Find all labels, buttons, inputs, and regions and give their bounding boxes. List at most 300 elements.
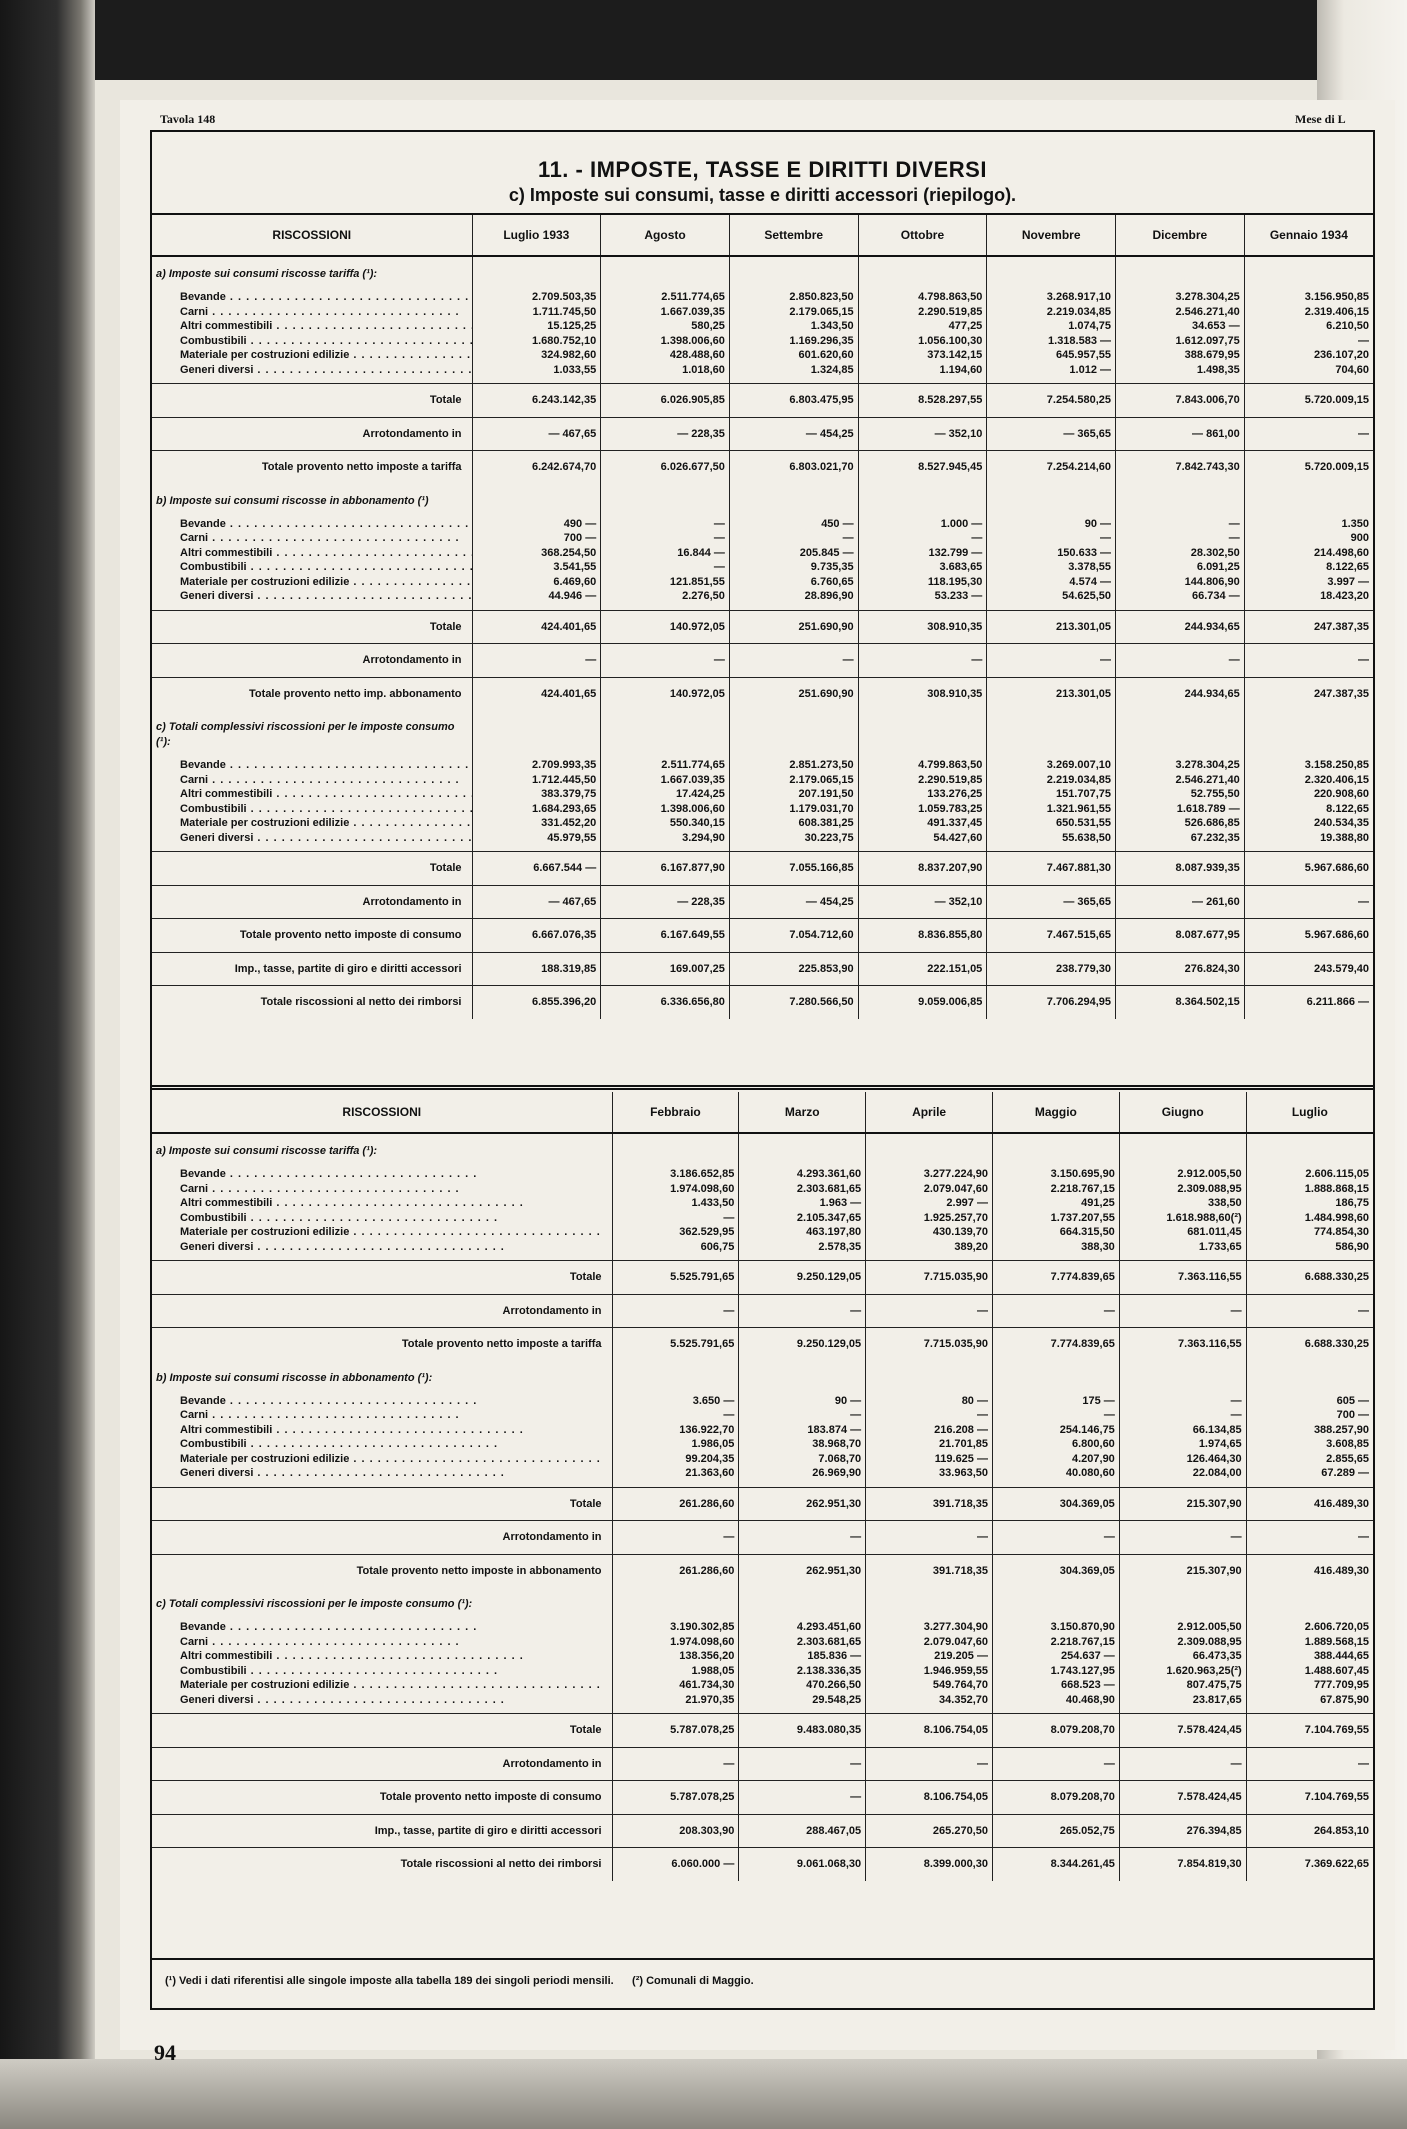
summary-cell: 261.286,60 xyxy=(612,1554,739,1587)
summary-cell: 7.467.515,65 xyxy=(987,919,1116,953)
summary-cell: 6.688.330,25 xyxy=(1246,1328,1373,1361)
row-label: Generi diversi . . . xyxy=(152,1240,612,1261)
table-cell: 2.912.005,50 xyxy=(1119,1163,1246,1182)
table-cell: 1.986,05 xyxy=(612,1437,739,1452)
summary-label: Imp., tasse, partite di giro e diritti accessori xyxy=(152,1814,612,1848)
table-cell: 17.424,25 xyxy=(601,787,730,802)
summary-cell: — xyxy=(739,1521,866,1555)
summary-cell: 169.007,25 xyxy=(601,952,730,986)
page-title: 11. - IMPOSTE, TASSE E DIRITTI DIVERSI xyxy=(538,157,987,182)
table-cell: 1.433,50 xyxy=(612,1196,739,1211)
table-cell: 3.683,65 xyxy=(858,560,987,575)
summary-cell: 7.054.712,60 xyxy=(729,919,858,953)
summary-cell: 6.803.021,70 xyxy=(729,451,858,484)
table-cell: 549.764,70 xyxy=(866,1678,993,1693)
column-header: Ottobre xyxy=(858,215,987,256)
table-cell: 1.743.127,95 xyxy=(992,1664,1119,1679)
table-cell: 1.712.445,50 xyxy=(472,773,601,788)
table-row xyxy=(152,531,1373,546)
row-label: Carni . . . xyxy=(152,1635,612,1650)
table-cell: 338,50 xyxy=(1119,1196,1246,1211)
summary-cell: 7.254.214,60 xyxy=(987,451,1116,484)
row-label: Altri commestibili . . . xyxy=(152,1423,612,1438)
summary-cell: — xyxy=(1244,644,1373,678)
empty-cell xyxy=(612,1587,739,1616)
table-cell: 580,25 xyxy=(601,319,730,334)
table-cell: 3.158.250,85 xyxy=(1244,754,1373,773)
table-cell: 236.107,20 xyxy=(1244,348,1373,363)
table-cell: 40.080,60 xyxy=(992,1466,1119,1487)
table-row xyxy=(152,787,1373,802)
table-cell: 3.608,85 xyxy=(1246,1437,1373,1452)
table-cell: 586,90 xyxy=(1246,1240,1373,1261)
table-cell: 3.278.304,25 xyxy=(1116,754,1245,773)
table-cell: 207.191,50 xyxy=(729,787,858,802)
summary-cell: — 261,60 xyxy=(1116,885,1245,919)
summary-cell: 6.243.142,35 xyxy=(472,384,601,418)
summary-cell: — 228,35 xyxy=(601,417,730,451)
table-cell: 1.711.745,50 xyxy=(472,305,601,320)
empty-cell xyxy=(1116,256,1245,286)
table-cell: 3.150.870,90 xyxy=(992,1616,1119,1635)
summary-cell: 5.720.009,15 xyxy=(1244,384,1373,418)
summary-cell: 6.167.649,55 xyxy=(601,919,730,953)
table-cell: 4.293.361,60 xyxy=(739,1163,866,1182)
table-cell: — xyxy=(858,531,987,546)
row-label: Bevande . . . xyxy=(152,1616,612,1635)
table-cell: 44.946 — xyxy=(472,589,601,610)
table-cell: 2.709.503,35 xyxy=(472,286,601,305)
table-row xyxy=(152,1678,1373,1693)
row-label: Combustibili . . . xyxy=(152,560,472,575)
table-cell: 1.888.868,15 xyxy=(1246,1182,1373,1197)
summary-cell: 244.934,65 xyxy=(1116,610,1245,644)
table-cell: 777.709,95 xyxy=(1246,1678,1373,1693)
table-cell: 491.337,45 xyxy=(858,816,987,831)
summary-label: Arrotondamento in xyxy=(152,1521,612,1555)
table-cell: 774.854,30 xyxy=(1246,1225,1373,1240)
table-cell: 2.309.088,95 xyxy=(1119,1635,1246,1650)
table-cell: 2.606.115,05 xyxy=(1246,1163,1373,1182)
summary-cell: 308.910,35 xyxy=(858,610,987,644)
table-cell: 1.033,55 xyxy=(472,363,601,384)
summary-cell: 6.667.544 — xyxy=(472,852,601,886)
table-cell: 2.912.005,50 xyxy=(1119,1616,1246,1635)
empty-cell xyxy=(472,710,601,754)
summary-cell: 9.250.129,05 xyxy=(739,1261,866,1295)
summary-row xyxy=(152,1714,1373,1748)
summary-cell: — 352,10 xyxy=(858,417,987,451)
table-cell: 55.638,50 xyxy=(987,831,1116,852)
table-cell: 3.997 — xyxy=(1244,575,1373,590)
column-header: Maggio xyxy=(992,1092,1119,1133)
group-heading-row xyxy=(152,710,1373,754)
table-cell: 1.343,50 xyxy=(729,319,858,334)
summary-cell: 8.079.208,70 xyxy=(992,1781,1119,1815)
table-cell: 2.290.519,85 xyxy=(858,773,987,788)
table-cell: 3.277.224,90 xyxy=(866,1163,993,1182)
group-heading-row xyxy=(152,1587,1373,1616)
table-cell: 428.488,60 xyxy=(601,348,730,363)
table-cell: 1.012 — xyxy=(987,363,1116,384)
group-heading-row xyxy=(152,1361,1373,1390)
summary-label: Totale xyxy=(152,384,472,418)
table-row xyxy=(152,1163,1373,1182)
summary-cell: 6.026.905,85 xyxy=(601,384,730,418)
column-header: Luglio 1933 xyxy=(472,215,601,256)
table-cell: 205.845 — xyxy=(729,546,858,561)
summary-cell: 5.720.009,15 xyxy=(1244,451,1373,484)
row-label: Generi diversi . . . xyxy=(152,363,472,384)
summary-row xyxy=(152,1487,1373,1521)
summary-cell: 262.951,30 xyxy=(739,1554,866,1587)
summary-cell: — xyxy=(601,644,730,678)
summary-row xyxy=(152,644,1373,678)
table-row xyxy=(152,1225,1373,1240)
summary-cell: — xyxy=(858,644,987,678)
table-cell: 463.197,80 xyxy=(739,1225,866,1240)
table-row xyxy=(152,1423,1373,1438)
row-label: Generi diversi . . . xyxy=(152,1466,612,1487)
table-cell: — xyxy=(601,560,730,575)
table-cell: 67.232,35 xyxy=(1116,831,1245,852)
empty-cell xyxy=(601,256,730,286)
table-cell: 151.707,75 xyxy=(987,787,1116,802)
table-cell: 2.079.047,60 xyxy=(866,1182,993,1197)
summary-cell: 7.774.839,65 xyxy=(992,1261,1119,1295)
column-header: Febbraio xyxy=(612,1092,739,1133)
section-divider xyxy=(152,1085,1373,1090)
table-row xyxy=(152,1240,1373,1261)
summary-label: Totale provento netto imposte a tariffa xyxy=(152,1328,612,1361)
summary-cell: — 352,10 xyxy=(858,885,987,919)
table-cell: 1.963 — xyxy=(739,1196,866,1211)
table-cell: 45.979,55 xyxy=(472,831,601,852)
group-heading: b) Imposte sui consumi riscosse in abbonamento (¹) xyxy=(156,494,429,507)
summary-row xyxy=(152,919,1373,953)
column-header: Agosto xyxy=(601,215,730,256)
table-cell: 1.667.039,35 xyxy=(601,305,730,320)
summary-row xyxy=(152,952,1373,986)
table-cell: 23.817,65 xyxy=(1119,1693,1246,1714)
table-cell: 2.606.720,05 xyxy=(1246,1616,1373,1635)
table-row xyxy=(152,773,1373,788)
summary-cell: 261.286,60 xyxy=(612,1487,739,1521)
table-cell: 1.737.207,55 xyxy=(992,1211,1119,1226)
empty-cell xyxy=(858,256,987,286)
table-cell: 54.625,50 xyxy=(987,589,1116,610)
summary-cell: 276.824,30 xyxy=(1116,952,1245,986)
table-cell: 704,60 xyxy=(1244,363,1373,384)
table-cell: 383.379,75 xyxy=(472,787,601,802)
summary-label: Totale xyxy=(152,1714,612,1748)
summary-label: Arrotondamento in xyxy=(152,1294,612,1328)
summary-row xyxy=(152,1554,1373,1587)
table-cell: 54.427,60 xyxy=(858,831,987,852)
table-cell: 2.105.347,65 xyxy=(739,1211,866,1226)
summary-cell: 6.688.330,25 xyxy=(1246,1261,1373,1295)
summary-cell: — xyxy=(1244,885,1373,919)
summary-cell: 208.303,90 xyxy=(612,1814,739,1848)
table-cell: 2.303.681,65 xyxy=(739,1182,866,1197)
summary-label: Totale provento netto imposte di consumo xyxy=(152,919,472,953)
summary-cell: 8.364.502,15 xyxy=(1116,986,1245,1019)
empty-cell xyxy=(1246,1587,1373,1616)
table-cell: 8.122,65 xyxy=(1244,560,1373,575)
summary-cell: 225.853,90 xyxy=(729,952,858,986)
summary-cell: 7.363.116,55 xyxy=(1119,1328,1246,1361)
running-head-right: Mese di L xyxy=(1295,112,1346,126)
summary-cell: — 454,25 xyxy=(729,885,858,919)
table-cell: 52.755,50 xyxy=(1116,787,1245,802)
summary-cell: 5.525.791,65 xyxy=(612,1261,739,1295)
summary-cell: 8.344.261,45 xyxy=(992,1848,1119,1881)
table-cell: 1.488.607,45 xyxy=(1246,1664,1373,1679)
table-cell: 138.356,20 xyxy=(612,1649,739,1664)
table-cell: 6.210,50 xyxy=(1244,319,1373,334)
row-label: Materiale per costruzioni edilizie . . . xyxy=(152,1678,612,1693)
empty-cell xyxy=(1246,1361,1373,1390)
row-label: Altri commestibili . . . xyxy=(152,319,472,334)
scan-border-bottom xyxy=(0,2059,1407,2129)
summary-cell: 5.787.078,25 xyxy=(612,1781,739,1815)
table-cell: — xyxy=(1119,1390,1246,1409)
summary-row xyxy=(152,1521,1373,1555)
table-cell: — xyxy=(612,1408,739,1423)
table-row xyxy=(152,1664,1373,1679)
column-header: Dicembre xyxy=(1116,215,1245,256)
group-heading-row xyxy=(152,256,1373,286)
page-number: 94 xyxy=(154,2040,176,2065)
empty-cell xyxy=(601,710,730,754)
summary-cell: 7.842.743,30 xyxy=(1116,451,1245,484)
empty-cell xyxy=(858,710,987,754)
summary-row xyxy=(152,885,1373,919)
summary-cell: — xyxy=(866,1294,993,1328)
table-cell: 1.321.961,55 xyxy=(987,802,1116,817)
table-cell: 1.179.031,70 xyxy=(729,802,858,817)
table-cell: 21.701,85 xyxy=(866,1437,993,1452)
summary-cell: — xyxy=(866,1521,993,1555)
empty-cell xyxy=(1116,484,1245,513)
summary-cell: 215.307,90 xyxy=(1119,1487,1246,1521)
table-cell: 66.134,85 xyxy=(1119,1423,1246,1438)
table-cell: 186,75 xyxy=(1246,1196,1373,1211)
column-header: Settembre xyxy=(729,215,858,256)
table-cell: 1.398.006,60 xyxy=(601,802,730,817)
table-row xyxy=(152,305,1373,320)
summary-cell: — xyxy=(612,1747,739,1781)
summary-cell: — xyxy=(612,1294,739,1328)
table-cell: 2.511.774,65 xyxy=(601,286,730,305)
row-label: Carni . . . xyxy=(152,305,472,320)
table-cell: 67.289 — xyxy=(1246,1466,1373,1487)
summary-cell: 9.483.080,35 xyxy=(739,1714,866,1748)
empty-cell xyxy=(472,256,601,286)
table-cell: 650.531,55 xyxy=(987,816,1116,831)
table-row xyxy=(152,575,1373,590)
table-cell: 26.969,90 xyxy=(739,1466,866,1487)
group-heading: a) Imposte sui consumi riscosse tariffa (¹): xyxy=(156,268,378,280)
table-cell: 2.855,65 xyxy=(1246,1452,1373,1467)
summary-cell: — xyxy=(472,644,601,678)
page-subtitle: c) Imposte sui consumi, tasse e diritti accessori (riepilogo). xyxy=(508,185,1017,205)
table-cell: 29.548,25 xyxy=(739,1693,866,1714)
table-row xyxy=(152,831,1373,852)
summary-cell: 7.254.580,25 xyxy=(987,384,1116,418)
table-cell: 2.850.823,50 xyxy=(729,286,858,305)
column-header-riscossioni: RISCOSSIONI xyxy=(152,215,472,256)
table-cell: 3.378,55 xyxy=(987,560,1116,575)
table-cell: 34.352,70 xyxy=(866,1693,993,1714)
empty-cell xyxy=(987,710,1116,754)
summary-cell: — xyxy=(1246,1294,1373,1328)
table-cell: 1.059.783,25 xyxy=(858,802,987,817)
table-cell: 3.156.950,85 xyxy=(1244,286,1373,305)
group-heading: c) Totali complessivi riscossioni per le imposte consumo (¹): xyxy=(156,721,455,748)
table-cell: 2.179.065,15 xyxy=(729,773,858,788)
row-label: Materiale per costruzioni edilizie . . . xyxy=(152,1452,612,1467)
table-cell: 175 — xyxy=(992,1390,1119,1409)
table-cell: 491,25 xyxy=(992,1196,1119,1211)
summary-label: Totale provento netto imposte in abbonamento xyxy=(152,1554,612,1587)
scan-border-left xyxy=(0,0,95,2129)
table-cell: 900 xyxy=(1244,531,1373,546)
summary-row xyxy=(152,610,1373,644)
summary-label: Totale provento netto imposte di consumo xyxy=(152,1781,612,1815)
summary-label: Arrotondamento in xyxy=(152,417,472,451)
table-cell: 214.498,60 xyxy=(1244,546,1373,561)
table-cell: 2.218.767,15 xyxy=(992,1182,1119,1197)
table-cell: 6.469,60 xyxy=(472,575,601,590)
summary-label: Totale xyxy=(152,610,472,644)
summary-cell: — xyxy=(1119,1294,1246,1328)
row-label: Combustibili . . . xyxy=(152,1664,612,1679)
summary-cell: — xyxy=(739,1781,866,1815)
row-label: Materiale per costruzioni edilizie . . . xyxy=(152,575,472,590)
summary-cell: 7.578.424,45 xyxy=(1119,1781,1246,1815)
empty-cell xyxy=(739,1133,866,1163)
summary-cell: — xyxy=(1119,1521,1246,1555)
empty-cell xyxy=(612,1361,739,1390)
summary-cell: 243.579,40 xyxy=(1244,952,1373,986)
summary-cell: 188.319,85 xyxy=(472,952,601,986)
summary-cell: 213.301,05 xyxy=(987,610,1116,644)
summary-cell: — 454,25 xyxy=(729,417,858,451)
table-cell: 2.546.271,40 xyxy=(1116,773,1245,788)
empty-cell xyxy=(866,1587,993,1616)
table-cell: 2.290.519,85 xyxy=(858,305,987,320)
table-cell: 550.340,15 xyxy=(601,816,730,831)
table-cell: 34.653 — xyxy=(1116,319,1245,334)
table-cell: 28.896,90 xyxy=(729,589,858,610)
table-cell: 6.091,25 xyxy=(1116,560,1245,575)
summary-cell: 7.706.294,95 xyxy=(987,986,1116,1019)
table-cell: 606,75 xyxy=(612,1240,739,1261)
summary-cell: 416.489,30 xyxy=(1246,1554,1373,1587)
empty-cell xyxy=(992,1587,1119,1616)
row-label: Altri commestibili . . . xyxy=(152,546,472,561)
table-cell: 28.302,50 xyxy=(1116,546,1245,561)
summary-cell: 5.525.791,65 xyxy=(612,1328,739,1361)
summary-row xyxy=(152,384,1373,418)
table-cell: 3.294,90 xyxy=(601,831,730,852)
table-cell: — xyxy=(992,1408,1119,1423)
summary-label: Totale riscossioni al netto dei rimborsi xyxy=(152,986,472,1019)
summary-label: Arrotondamento in xyxy=(152,644,472,678)
table-row xyxy=(152,363,1373,384)
table-cell: 2.309.088,95 xyxy=(1119,1182,1246,1197)
summary-label: Imp., tasse, partite di giro e diritti accessori xyxy=(152,952,472,986)
table-cell: 19.388,80 xyxy=(1244,831,1373,852)
summary-cell: 7.578.424,45 xyxy=(1119,1714,1246,1748)
table-row xyxy=(152,334,1373,349)
row-label: Bevande . . . xyxy=(152,1163,612,1182)
table-cell: 1.018,60 xyxy=(601,363,730,384)
table-cell: 53.233 — xyxy=(858,589,987,610)
table-cell: 470.266,50 xyxy=(739,1678,866,1693)
column-header: Luglio xyxy=(1246,1092,1373,1133)
table-cell: 1.350 xyxy=(1244,513,1373,532)
row-label: Bevande . . . xyxy=(152,286,472,305)
table-cell: 388.444,65 xyxy=(1246,1649,1373,1664)
table-cell: 324.982,60 xyxy=(472,348,601,363)
group-heading-row xyxy=(152,484,1373,513)
running-head-left: Tavola 148 xyxy=(160,112,216,126)
summary-row xyxy=(152,1328,1373,1361)
summary-cell: — xyxy=(987,644,1116,678)
empty-cell xyxy=(1246,1133,1373,1163)
group-heading-row xyxy=(152,1133,1373,1163)
summary-cell: 7.774.839,65 xyxy=(992,1328,1119,1361)
empty-cell xyxy=(1244,484,1373,513)
summary-cell: 8.087.677,95 xyxy=(1116,919,1245,953)
summary-cell: 6.060.000 — xyxy=(612,1848,739,1881)
summary-cell: 7.104.769,55 xyxy=(1246,1714,1373,1748)
table-cell: 490 — xyxy=(472,513,601,532)
table-cell: 4.293.451,60 xyxy=(739,1616,866,1635)
table-cell: 3.186.652,85 xyxy=(612,1163,739,1182)
table-cell: 4.798.863,50 xyxy=(858,286,987,305)
table-cell: 601.620,60 xyxy=(729,348,858,363)
table-row xyxy=(152,286,1373,305)
table-cell: 3.278.304,25 xyxy=(1116,286,1245,305)
table-cell: 38.968,70 xyxy=(739,1437,866,1452)
empty-cell xyxy=(1244,256,1373,286)
table-cell: 331.452,20 xyxy=(472,816,601,831)
table-row xyxy=(152,1452,1373,1467)
summary-cell: 6.336.656,80 xyxy=(601,986,730,1019)
summary-row xyxy=(152,852,1373,886)
table-cell: 3.541,55 xyxy=(472,560,601,575)
table-cell: 1.000 — xyxy=(858,513,987,532)
summary-cell: 416.489,30 xyxy=(1246,1487,1373,1521)
table-cell: 1.074,75 xyxy=(987,319,1116,334)
summary-label: Totale xyxy=(152,852,472,886)
summary-cell: 7.055.166,85 xyxy=(729,852,858,886)
summary-cell: 391.718,35 xyxy=(866,1487,993,1521)
table-cell: 6.800,60 xyxy=(992,1437,1119,1452)
table-cell: 150.633 — xyxy=(987,546,1116,561)
table-cell: 2.303.681,65 xyxy=(739,1635,866,1650)
summary-cell: 8.106.754,05 xyxy=(866,1714,993,1748)
summary-row xyxy=(152,986,1373,1019)
summary-cell: 7.104.769,55 xyxy=(1246,1781,1373,1815)
table-cell: 373.142,15 xyxy=(858,348,987,363)
summary-cell: 6.803.475,95 xyxy=(729,384,858,418)
row-label: Materiale per costruzioni edilizie . . . xyxy=(152,348,472,363)
table-cell: 121.851,55 xyxy=(601,575,730,590)
